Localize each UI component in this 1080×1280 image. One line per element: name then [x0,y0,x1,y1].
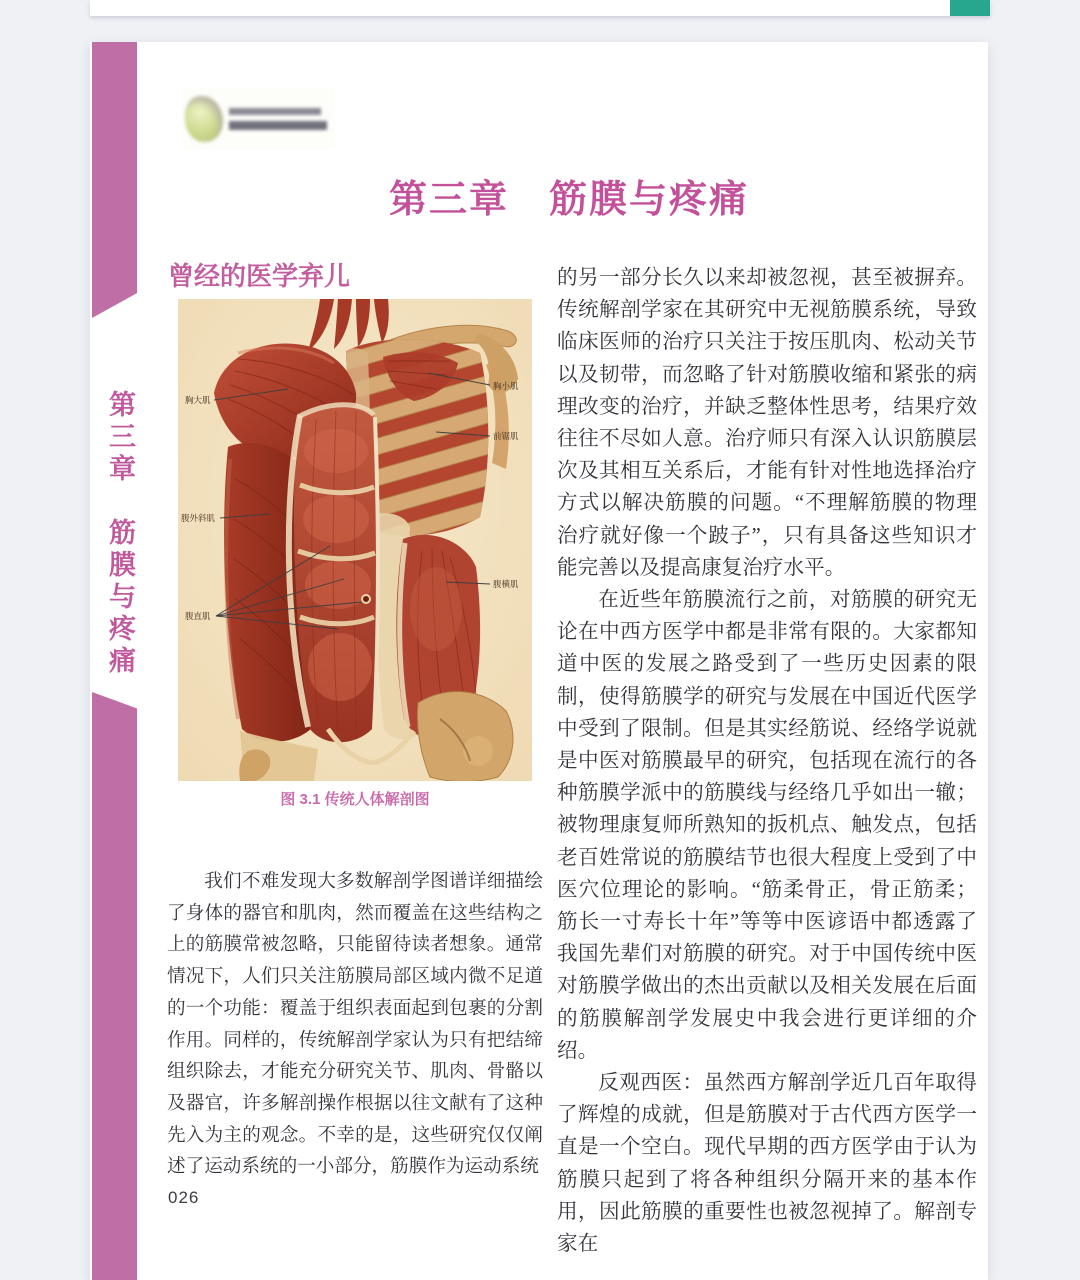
left-ribbon-bottom [92,692,137,1280]
figure-label-pectoralis-minor: 胸小肌 [493,381,519,391]
bookmark-tab[interactable] [950,0,990,16]
figure-caption: 图 3.1 传统人体解剖图 [280,791,430,808]
section-heading: 曾经的医学弃儿 [168,261,351,291]
figure-label-serratus-anterior: 前锯肌 [493,431,519,441]
logo-emblem-icon [185,96,223,142]
paragraph: 的另一部分长久以来却被忽视，甚至被摒弃。传统解剖学家在其研究中无视筋膜系统，导致临床医师的治疗只关注于按压肌肉、松动关节以及韧带，而忽略了针对筋膜收缩和紧张的病理改变的治疗，并缺乏整体性思考，结果疗效往往不尽如人意。治疗师只有深入认识筋膜层次及其相互关系后，才能有针对性地选择治疗方式以解决筋膜的问题。“不理解筋膜的物理治疗就好像一个跛子”，只有具备这些知识才能完善以及提高康复治疗水平。 [557,267,977,579]
publisher-logo [183,88,335,150]
book-page [90,42,988,1280]
navel [362,595,370,603]
anatomy-figure [178,299,532,781]
previous-page-edge [90,0,990,16]
rectus-abdominis [289,405,378,743]
figure-label-rectus-abdominis: 腹直肌 [185,611,211,621]
figure-label-transversus: 腹横肌 [493,579,519,589]
figure-label-external-oblique: 腹外斜肌 [181,513,216,523]
left-ribbon-top [92,42,137,318]
sidebar-chapter-label: 第三章 筋膜与疼痛 [105,390,135,678]
paragraph: 在近些年筋膜流行之前，对筋膜的研究无论在中西方医学中都是非常有限的。大家都知道中医的发展之路受到了一些历史因素的限制，使得筋膜学的研究与发展在中国近代医学中受到了限制。但是其实经筋说、经络学说就是中医对筋膜最早的研究，包括现在流行的各种筋膜学派中的筋膜线与经络几乎如出一辙；被物理康复师所熟知的扳机点、触发点，包括老百姓常说的筋膜结节也很大程度上受到了中医穴位理论的影响。“筋柔骨正，骨正筋柔；筋长一寸寿长十年”等等中医谚语中都透露了我国先辈们对筋膜的研究。对于中国传统中医对筋膜学做出的杰出贡献以及相关发展在后面的筋膜解剖学发展史中我会进行更详细的介绍。 [557,589,977,1062]
paragraph: 我们不难发现大多数解剖学图谱详细描绘了身体的器官和肌肉，然而覆盖在这些结构之上的筋膜常被忽略，只能留待读者想象。通常情况下，人们只关注筋膜局部区域内微不足道的一个功能：覆盖于组织表面起到包裹的分割作用。同样的，传统解剖学家认为只有把结缔组织除去，才能充分研究关节、肌肉、骨骼以及器官，许多解剖操作根据以往文献有了这种先入为主的观念。不幸的是，这些研究仅仅阐述了运动系统的一小部分，筋膜作为运动系统 [167,871,543,1178]
right-text-column [557,262,977,1260]
logo-text-lines [229,108,327,130]
chapter-title: 第三章 筋膜与疼痛 [388,179,749,221]
left-text-column [167,866,543,1183]
figure-label-pectoralis-major: 胸大肌 [185,395,211,405]
paragraph: 反观西医：虽然西方解剖学近几百年取得了辉煌的成就，但是筋膜对于古代西方医学一直是一个空白。现代早期的西方医学由于认为筋膜只起到了将各种组织分隔开来的基本作用，因此筋膜的重要性也被忽视掉了。解剖专家在 [557,1072,977,1256]
page-number: 026 [168,1188,200,1207]
